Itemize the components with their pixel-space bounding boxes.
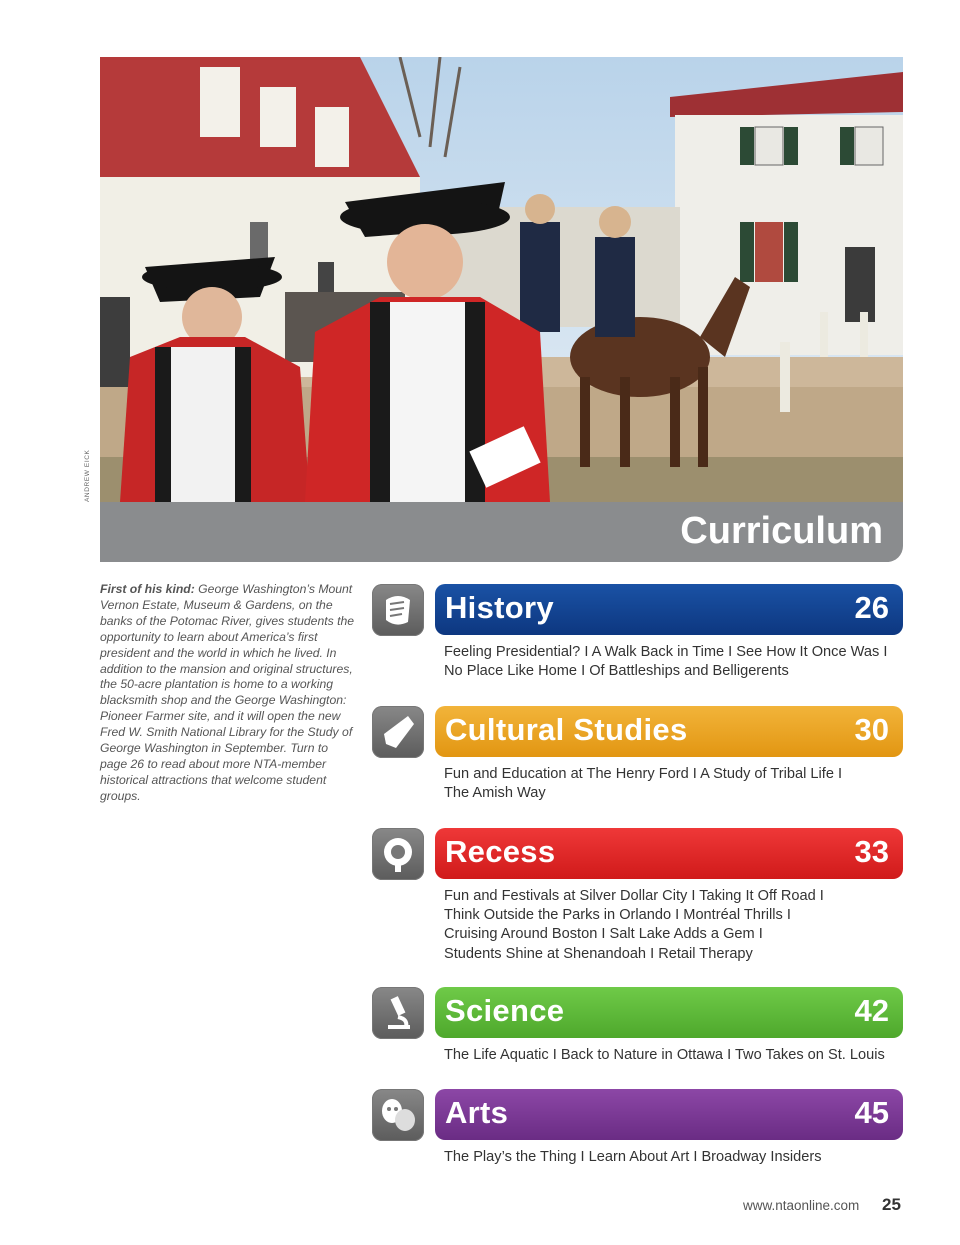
section-items bbox=[444, 1148, 914, 1167]
item-line: Feeling Presidential? I A Walk Back in Time I See How It Once Was I bbox=[444, 644, 888, 660]
section-items bbox=[444, 643, 914, 681]
footer-url[interactable]: www.ntaonline.com bbox=[743, 1198, 860, 1213]
item-line: Students Shine at Shenandoah I Retail Therapy bbox=[444, 945, 753, 962]
section-title: Science bbox=[445, 993, 565, 1028]
section-items bbox=[444, 1046, 914, 1065]
item-line: Think Outside the Parks in Orlando I Montréal Thrills I bbox=[444, 907, 791, 924]
masks-palette-icon bbox=[372, 1089, 424, 1141]
section-items bbox=[444, 887, 914, 964]
page-title: Curriculum bbox=[680, 510, 883, 552]
section-page: 42 bbox=[854, 993, 889, 1028]
bell-icon bbox=[372, 828, 424, 880]
recess-bar[interactable] bbox=[435, 828, 903, 879]
section-items bbox=[444, 765, 914, 803]
item-line: Cruising Around Boston I Salt Lake Adds a Gem I bbox=[444, 926, 763, 943]
item-line: No Place Like Home I Of Battleships and Belligerents bbox=[444, 663, 789, 680]
caption-text: George Washington’s Mount Vernon Estate, Museum & Gardens, on the banks of the Potomac River, gives students the opportunity to learn about America’s first president and the world in which he lived. In addition to the mansion and original structures, the 50-acre plantation is home to a working blacksmith shop and the George Washington: Pioneer Farmer site, and it will open the new Fred W. Smith National Library for the Study of George Washington in September. Turn to page 26 to read about more NTA-member historical attractions that welcome student groups. bbox=[100, 582, 355, 803]
section-title: Recess bbox=[445, 834, 556, 869]
section-page: 26 bbox=[854, 590, 889, 625]
caption-lead: First of his kind: bbox=[100, 582, 195, 596]
item-line: The Life Aquatic I Back to Nature in Ottawa I Two Takes on St. Louis bbox=[444, 1047, 885, 1063]
cultural-studies-bar[interactable] bbox=[435, 706, 903, 757]
section-page: 45 bbox=[854, 1095, 889, 1130]
photo-credit: ANDREW EICK bbox=[84, 449, 91, 502]
arrowhead-icon bbox=[372, 706, 424, 758]
history-bar[interactable] bbox=[435, 584, 903, 635]
section-title: Cultural Studies bbox=[445, 712, 688, 747]
item-line: The Amish Way bbox=[444, 785, 546, 802]
photo-caption bbox=[100, 582, 358, 805]
section-page: 33 bbox=[854, 834, 889, 869]
hero-photo bbox=[100, 57, 903, 502]
curriculum-banner bbox=[100, 502, 903, 562]
section-title: History bbox=[445, 590, 554, 625]
scroll-icon bbox=[372, 584, 424, 636]
item-line: Fun and Festivals at Silver Dollar City I Taking It Off Road I bbox=[444, 888, 824, 904]
item-line: Fun and Education at The Henry Ford I A Study of Tribal Life I bbox=[444, 766, 843, 782]
arts-bar[interactable] bbox=[435, 1089, 903, 1140]
page-number: 25 bbox=[882, 1195, 901, 1214]
microscope-icon bbox=[372, 987, 424, 1039]
science-bar[interactable] bbox=[435, 987, 903, 1038]
section-page: 30 bbox=[854, 712, 889, 747]
section-title: Arts bbox=[445, 1095, 509, 1130]
item-line: The Play’s the Thing I Learn About Art I Broadway Insiders bbox=[444, 1149, 822, 1165]
